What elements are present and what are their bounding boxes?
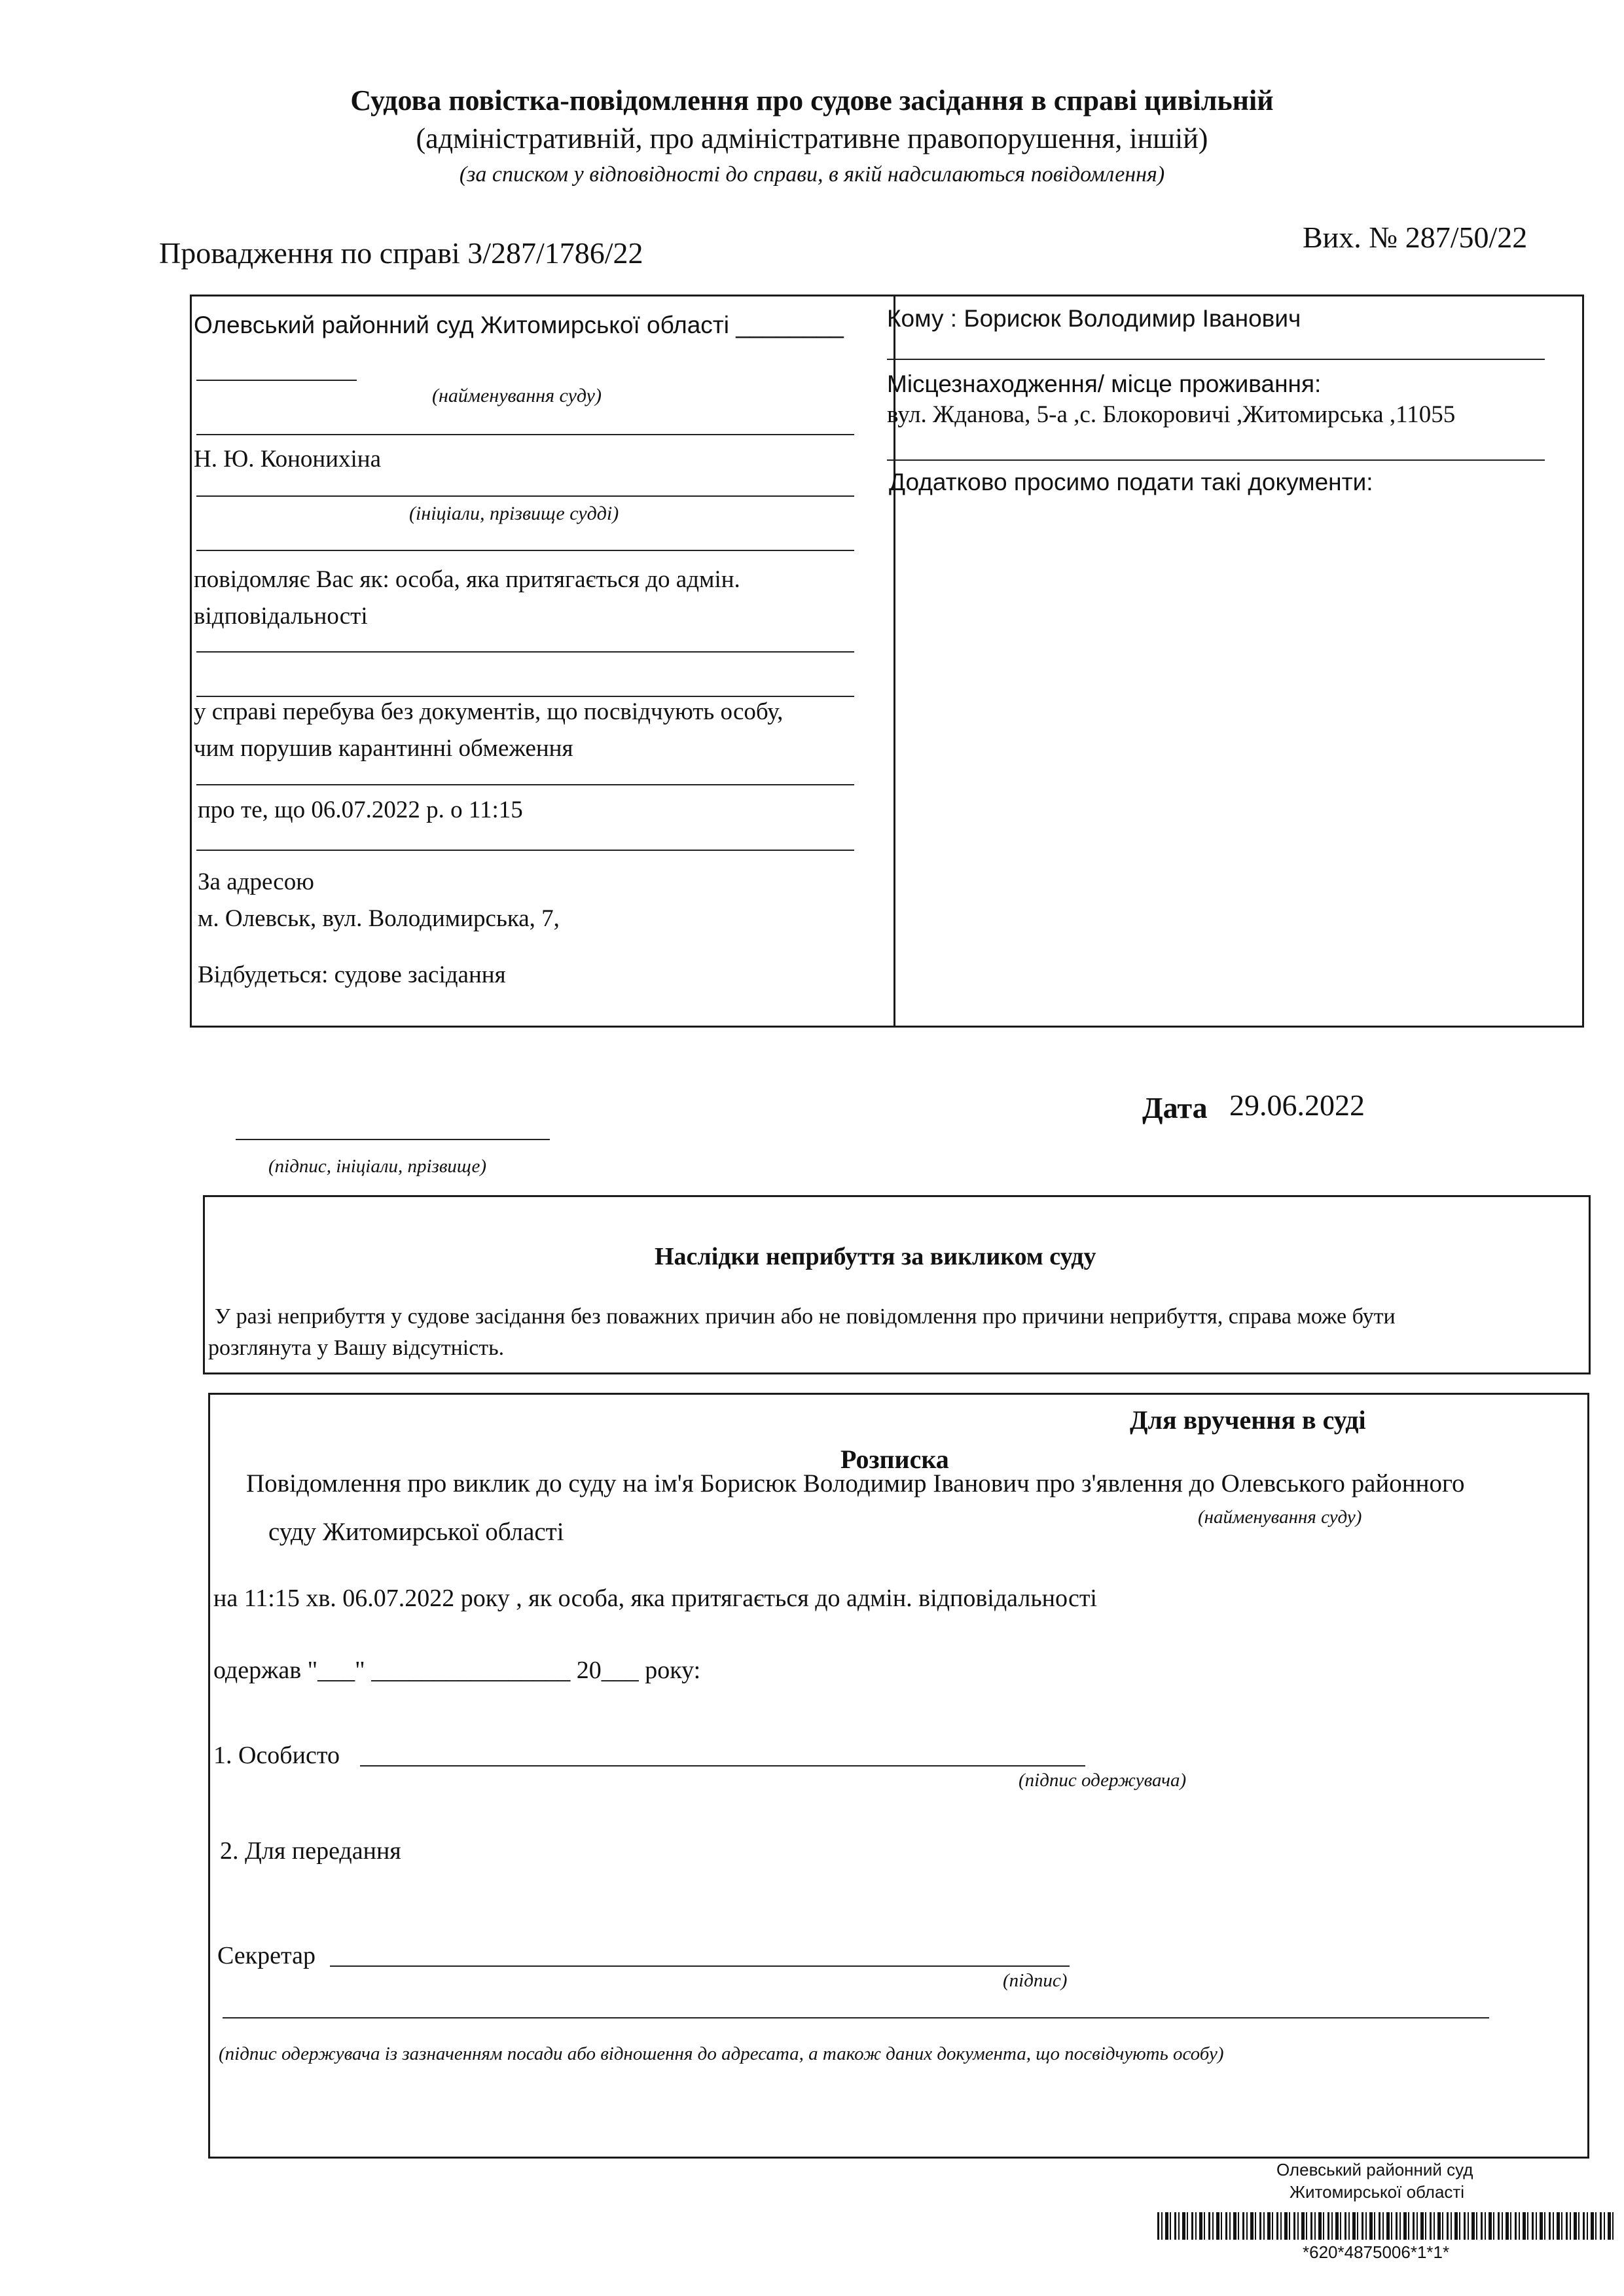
for-court-delivery: Для вручення в суді [1130,1405,1366,1435]
stamp-line-2: Житомирської області [1290,2182,1465,2202]
signature-line [236,1139,550,1140]
receipt-court-caption: (найменування суду) [1198,1507,1362,1528]
address-value: м. Олевськ, вул. Володимирська, 7, [198,905,560,932]
personally-caption: (підпис одержувача) [1019,1770,1187,1791]
barcode-text: *620*4875006*1*1* [1303,2242,1450,2262]
court-caption-line [196,434,854,435]
hearing-time: про те, що 06.07.2022 р. о 11:15 [198,797,523,823]
case-line-1: у справі перебува без документів, що посвідчують особу, [194,698,784,725]
document-title: Судова повістка-повідомлення про судове засідання в справі цивільній [350,84,1274,117]
consequences-text [208,1301,1396,1364]
date-value: 29.06.2022 [1229,1088,1365,1122]
outgoing-number: Вих. № 287/50/22 [1303,221,1528,254]
judge-caption: (ініціали, прізвище судді) [409,503,619,524]
judge-name: Н. Ю. Кононихіна [194,446,381,473]
transfer-label: 2. Для передання [220,1837,401,1865]
case-number: Провадження по справі 3/287/1786/22 [159,236,643,270]
location-underline [887,459,1545,461]
court-caption: (найменування суду) [432,385,602,406]
secretary-signature-line [330,1965,1070,1967]
secretary-label: Секретар [217,1942,316,1969]
notify-line-1: повідомляє Вас як: особа, яка притягається до адмін. [194,566,740,593]
receipt-line-2: суду Житомирської області [268,1518,564,1546]
secretary-caption: (підпис) [1003,1970,1068,1991]
location-label: Місцезнаходження/ місце проживання: [887,370,1322,397]
receipt-line-3: на 11:15 хв. 06.07.2022 року , як особа, яка притягається до адмін. відповідальності [213,1585,1097,1612]
recipient-underline [887,359,1545,360]
judge-underline [196,495,854,497]
address-label: За адресою [198,869,314,895]
notify-line-2: відповідальності [194,603,368,630]
location-value: вул. Жданова, 5-а ,с. Блокоровичі ,Житомирська ,11055 [887,401,1456,428]
stamp-line-1: Олевський районний суд [1276,2160,1473,2179]
time-underline [196,850,854,851]
event-type: Відбудеться: судове засідання [198,961,506,988]
consequences-line-2: розглянута у Вашу відсутність. [208,1336,505,1360]
judge-caption-line [196,550,854,551]
case-description [194,694,783,767]
case-underline [196,784,854,785]
receipt-line-1: Повідомлення про виклик до суду на ім'я Борисюк Володимир Іванович про з'явлення до Олевського районного [246,1469,1465,1498]
receipt-title: Розписка [840,1444,949,1474]
signature-caption: (підпис, ініціали, прізвище) [268,1156,487,1177]
case-line-2: чим порушив карантинні обмеження [194,735,573,762]
recipient-signature-caption: (підпис одержувача із зазначенням посади або відношення до адресата, а також даних документа, що посвідчують особу) [219,2043,1224,2064]
received-date: одержав "___" ________________ 20___ року: [213,1657,701,1684]
recipient-signature-line [223,2017,1489,2018]
document-subtitle: (адміністративній, про адміністративне правопорушення, іншій) [416,122,1208,154]
consequences-line-1: У разі неприбуття у судове засідання без поважних причин або не повідомлення про причини неприбуття, справа може бути [215,1304,1396,1329]
hearing-address [198,864,560,937]
document-note: (за списком у відповідності до справи, в якій надсилаються повідомлення) [459,162,1165,187]
notify-as [194,562,740,635]
personally-signature-line [360,1765,1085,1767]
consequences-title: Наслідки неприбуття за викликом суду [655,1243,1096,1270]
additional-docs: Додатково просимо подати такі документи: [889,469,1373,495]
barcode-image [1157,2212,1615,2240]
court-name: Олевський районний суд Житомирської області ________ [194,312,844,338]
notify-underline-1 [196,651,854,653]
recipient: Кому : Борисюк Володимир Іванович [887,305,1301,332]
personally-label: 1. Особисто [213,1742,340,1769]
court-underline [196,380,357,381]
date-label: Дата [1142,1091,1208,1124]
